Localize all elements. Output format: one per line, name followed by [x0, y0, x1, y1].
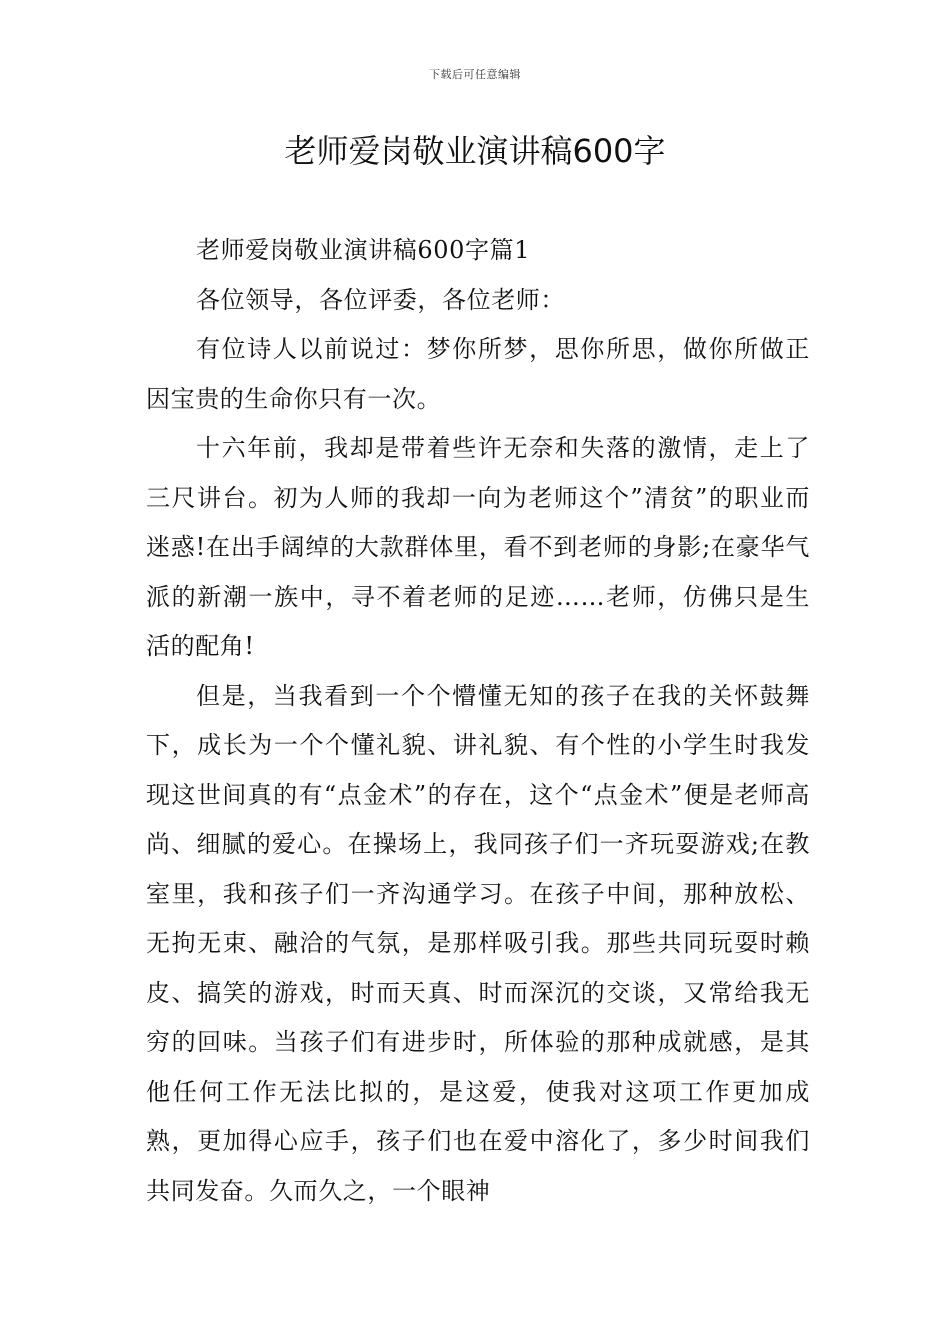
body-paragraph: 但是，当我看到一个个懵懂无知的孩子在我的关怀鼓舞下，成长为一个个懂礼貌、讲礼貌、有个性的小学生时我发现这世间真的有“点金术”的存在，这个“点金术”便是老师高尚、细腻的爱心。在操场上，我同孩子们一齐玩耍游戏;在教室里，我和孩子们一齐沟通学习。在孩子中间，那种放松、无拘无束、融洽的气氛，是那样吸引我。那些共同玩耍时赖皮、搞笑的游戏，时而天真、时而深沉的交谈，又常给我无穷的回味。当孩子们有进步时，所体验的那种成就感，是其他任何工作无法比拟的，是这爱，使我对这项工作更加成熟，更加得心应手，孩子们也在爱中溶化了，多少时间我们共同发奋。久而久之，一个眼神: [146, 681, 810, 1205]
document-body: [146, 226, 810, 1216]
salutation-paragraph: 各位领导，各位评委，各位老师：: [196, 285, 565, 314]
document-title: 老师爱岗敬业演讲稿600字: [284, 132, 666, 170]
section-heading: 老师爱岗敬业演讲稿600字篇1: [196, 236, 531, 264]
header-note: 下载后可任意编辑: [429, 68, 521, 81]
body-paragraph: 有位诗人以前说过：梦你所梦，思你所思，做你所做正因宝贵的生命你只有一次。: [146, 335, 810, 413]
body-paragraph: 十六年前，我却是带着些许无奈和失落的激情，走上了三尺讲台。初为人师的我却一向为老师这个”清贫”的职业而迷惑!在出手阔绰的大款群体里，看不到老师的身影;在豪华气派的新潮一族中，寻不着老师的足迹……老师，仿佛只是生活的配角!: [146, 434, 810, 660]
